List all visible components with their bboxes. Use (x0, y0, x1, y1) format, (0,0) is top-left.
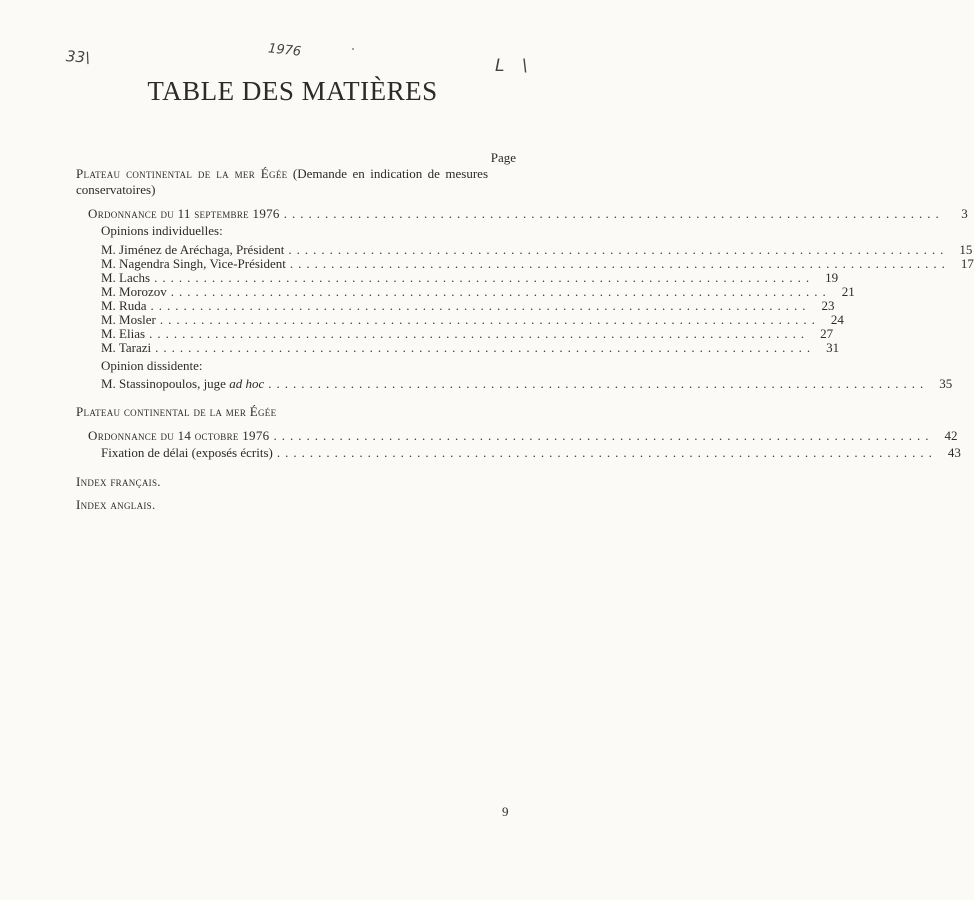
toc-entry-ordonnance-2[interactable] (88, 428, 958, 443)
toc-entry-label: M. Lachs (101, 270, 151, 285)
toc-entry-label-prefix: M. Stassinopoulos, juge (101, 376, 230, 391)
toc-entry-page: 3 (961, 206, 968, 221)
leader-dots: ................................................................................ (155, 340, 816, 355)
toc-entry-page: 15 (959, 242, 973, 257)
speck (352, 48, 354, 50)
toc-entry-label: Ordonnance du 11 septembre 1976 (88, 206, 280, 221)
opinion-dissidente-label: Opinion dissidente: (101, 358, 203, 373)
toc-entry-page: 42 (944, 428, 958, 443)
section1-heading-rest: (Demande en indication de mesures conservatoires) (76, 166, 489, 197)
toc-entry-opinion[interactable] (101, 284, 855, 299)
toc-entry-opinion[interactable] (101, 326, 834, 341)
page-number: 9 (502, 804, 509, 819)
toc-entry-label (101, 376, 268, 391)
section1-heading (76, 166, 488, 198)
toc-entry-label: M. Nagendra Singh, Vice-Président (101, 256, 286, 271)
toc-entry-page: 35 (939, 376, 953, 391)
toc-entry-fixation[interactable] (101, 445, 961, 460)
section1-heading-title: Plateau continental de la mer Égée (76, 166, 288, 181)
toc-entry-opinion[interactable] (101, 298, 835, 313)
toc-entry-opinion[interactable] (101, 340, 840, 355)
toc-entry-label: M. Tarazi (101, 340, 152, 355)
handwritten-mark-left: 33\ (65, 47, 91, 67)
toc-entry-dissent[interactable] (101, 376, 953, 391)
toc-entry-label-italic: ad hoc (229, 376, 265, 391)
leader-dots: ................................................................................ (154, 270, 815, 285)
toc-entry-page: 24 (830, 312, 844, 327)
leader-dots: ................................................................................ (159, 312, 820, 327)
index-anglais[interactable]: Index anglais. (76, 497, 156, 512)
handwritten-mark-center: 1976 (267, 41, 302, 60)
toc-entry-label: M. Ruda (101, 298, 147, 313)
leader-dots: ................................................................................ (170, 284, 831, 299)
toc-entry-page: 19 (825, 270, 839, 285)
toc-entry-page: 31 (826, 340, 840, 355)
leader-dots: ................................................................................ (283, 206, 944, 221)
toc-entry-page: 23 (821, 298, 835, 313)
leader-dots: ................................................................................ (289, 256, 950, 271)
toc-entry-label: M. Mosler (101, 312, 156, 327)
opinions-individuelles-label: Opinions individuelles: (101, 223, 223, 238)
toc-entry-label: M. Jiménez de Aréchaga, Président (101, 242, 285, 257)
toc-entry-label: M. Morozov (101, 284, 167, 299)
leader-dots: ................................................................................ (150, 298, 811, 313)
handwritten-mark-right: L \ (495, 56, 534, 76)
toc-entry-ordonnance-1[interactable] (88, 206, 968, 221)
toc-entry-opinion[interactable] (101, 312, 844, 327)
toc-entry-page: 21 (841, 284, 855, 299)
leader-dots: ................................................................................ (288, 242, 949, 257)
toc-entry-page: 27 (820, 326, 834, 341)
toc-entry-label: Ordonnance du 14 octobre 1976 (88, 428, 270, 443)
page-title: TABLE DES MATIÈRES (147, 76, 438, 106)
toc-entry-label: M. Elias (101, 326, 146, 341)
toc-entry-opinion[interactable] (101, 256, 974, 271)
toc-entry-page: 43 (947, 445, 961, 460)
leader-dots: ................................................................................ (268, 376, 929, 391)
section2-heading: Plateau continental de la mer Égée (76, 404, 277, 419)
toc-entry-page: 17 (960, 256, 974, 271)
index-francais[interactable]: Index français. (76, 474, 161, 489)
leader-dots: ................................................................................ (273, 428, 934, 443)
leader-dots: ................................................................................ (276, 445, 937, 460)
toc-entry-opinion[interactable] (101, 270, 839, 285)
toc-entry-label: Fixation de délai (exposés écrits) (101, 445, 273, 460)
leader-dots: ................................................................................ (149, 326, 810, 341)
toc-entry-opinion[interactable] (101, 242, 973, 257)
page-column-label: Page (490, 150, 516, 165)
